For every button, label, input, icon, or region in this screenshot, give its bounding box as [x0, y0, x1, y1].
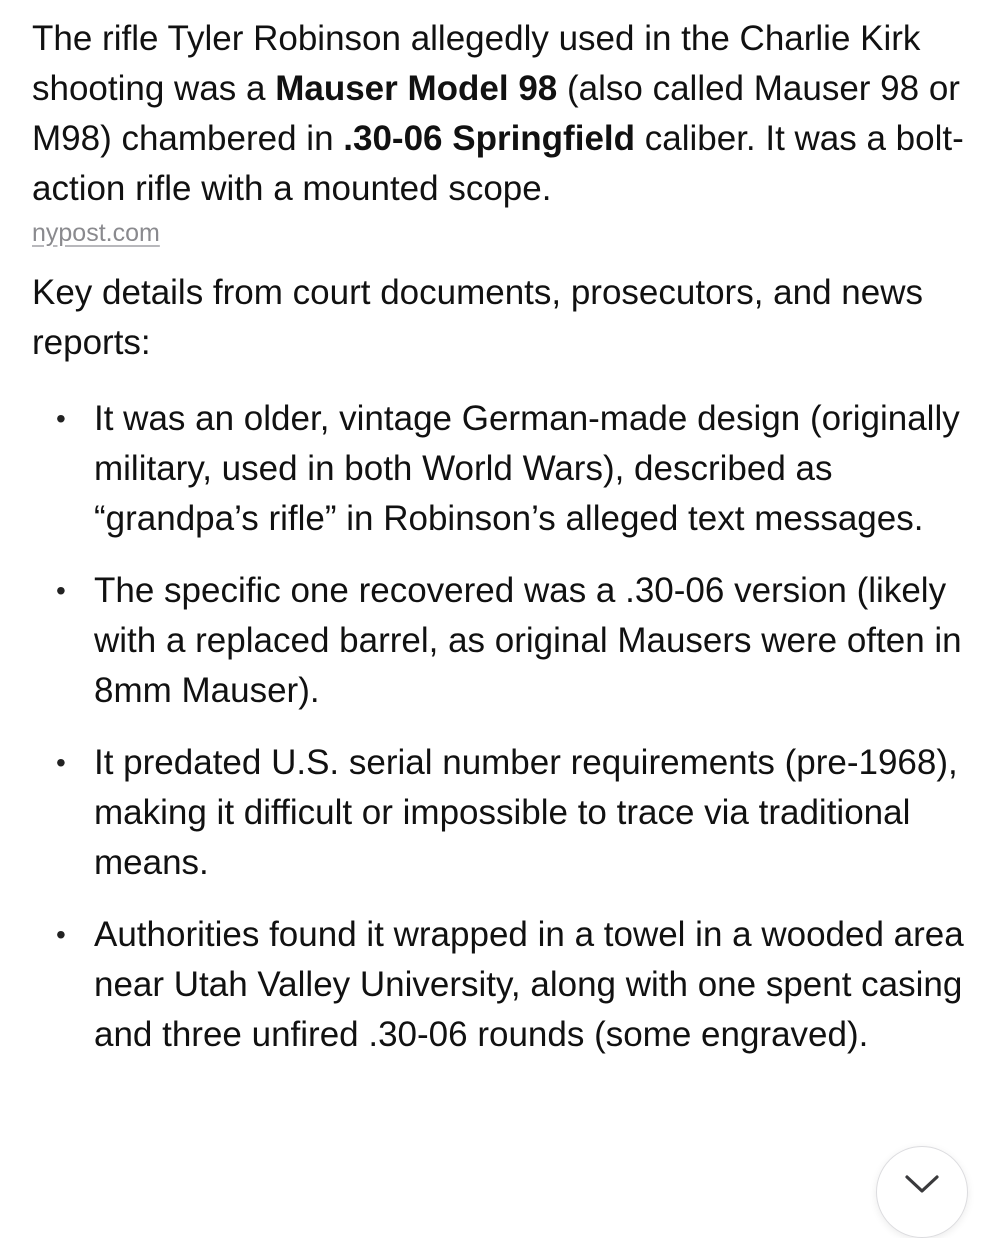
list-item	[32, 566, 982, 716]
scroll-down-button[interactable]	[876, 1146, 968, 1238]
chevron-down-icon	[904, 1173, 940, 1195]
bullet-icon: •	[56, 575, 66, 606]
response-content	[32, 14, 982, 1082]
bullet-icon: •	[56, 747, 66, 778]
intro-text-3: caliber. It was a bolt-action rifle with a mounted scope.	[32, 119, 964, 208]
bullet-icon: •	[56, 919, 66, 950]
list-item	[32, 738, 982, 888]
details-intro: Key details from court documents, prosecutors, and news reports:	[32, 273, 923, 362]
list-item-text: It predated U.S. serial number requirements (pre-1968), making it difficult or impossible to trace via traditional means.	[94, 743, 958, 882]
source-link[interactable]: nypost.com	[32, 219, 160, 247]
intro-bold-caliber: .30-06 Springfield	[343, 119, 636, 158]
details-list	[32, 394, 982, 1060]
intro-text-1: The rifle Tyler Robinson allegedly used in the Charlie Kirk shooting was a	[32, 19, 921, 108]
intro-text-2: (also called Mauser 98 or M98) chambered in	[32, 69, 960, 158]
bullet-icon: •	[56, 403, 66, 434]
answer-intro	[32, 14, 982, 214]
intro-bold-rifle-model: Mauser Model 98	[275, 69, 558, 108]
list-item-text: Authorities found it wrapped in a towel in a wooded area near Utah Valley University, along with one spent casing and three unfired .30-06 rounds (some engraved).	[94, 915, 964, 1054]
list-item	[32, 394, 982, 544]
list-item	[32, 910, 982, 1060]
list-item-text: The specific one recovered was a .30-06 version (likely with a replaced barrel, as original Mausers were often in 8mm Mauser).	[94, 571, 962, 710]
list-item-text: It was an older, vintage German-made design (originally military, used in both World Wars), described as “grandpa’s rifle” in Robinson’s alleged text messages.	[94, 399, 960, 538]
